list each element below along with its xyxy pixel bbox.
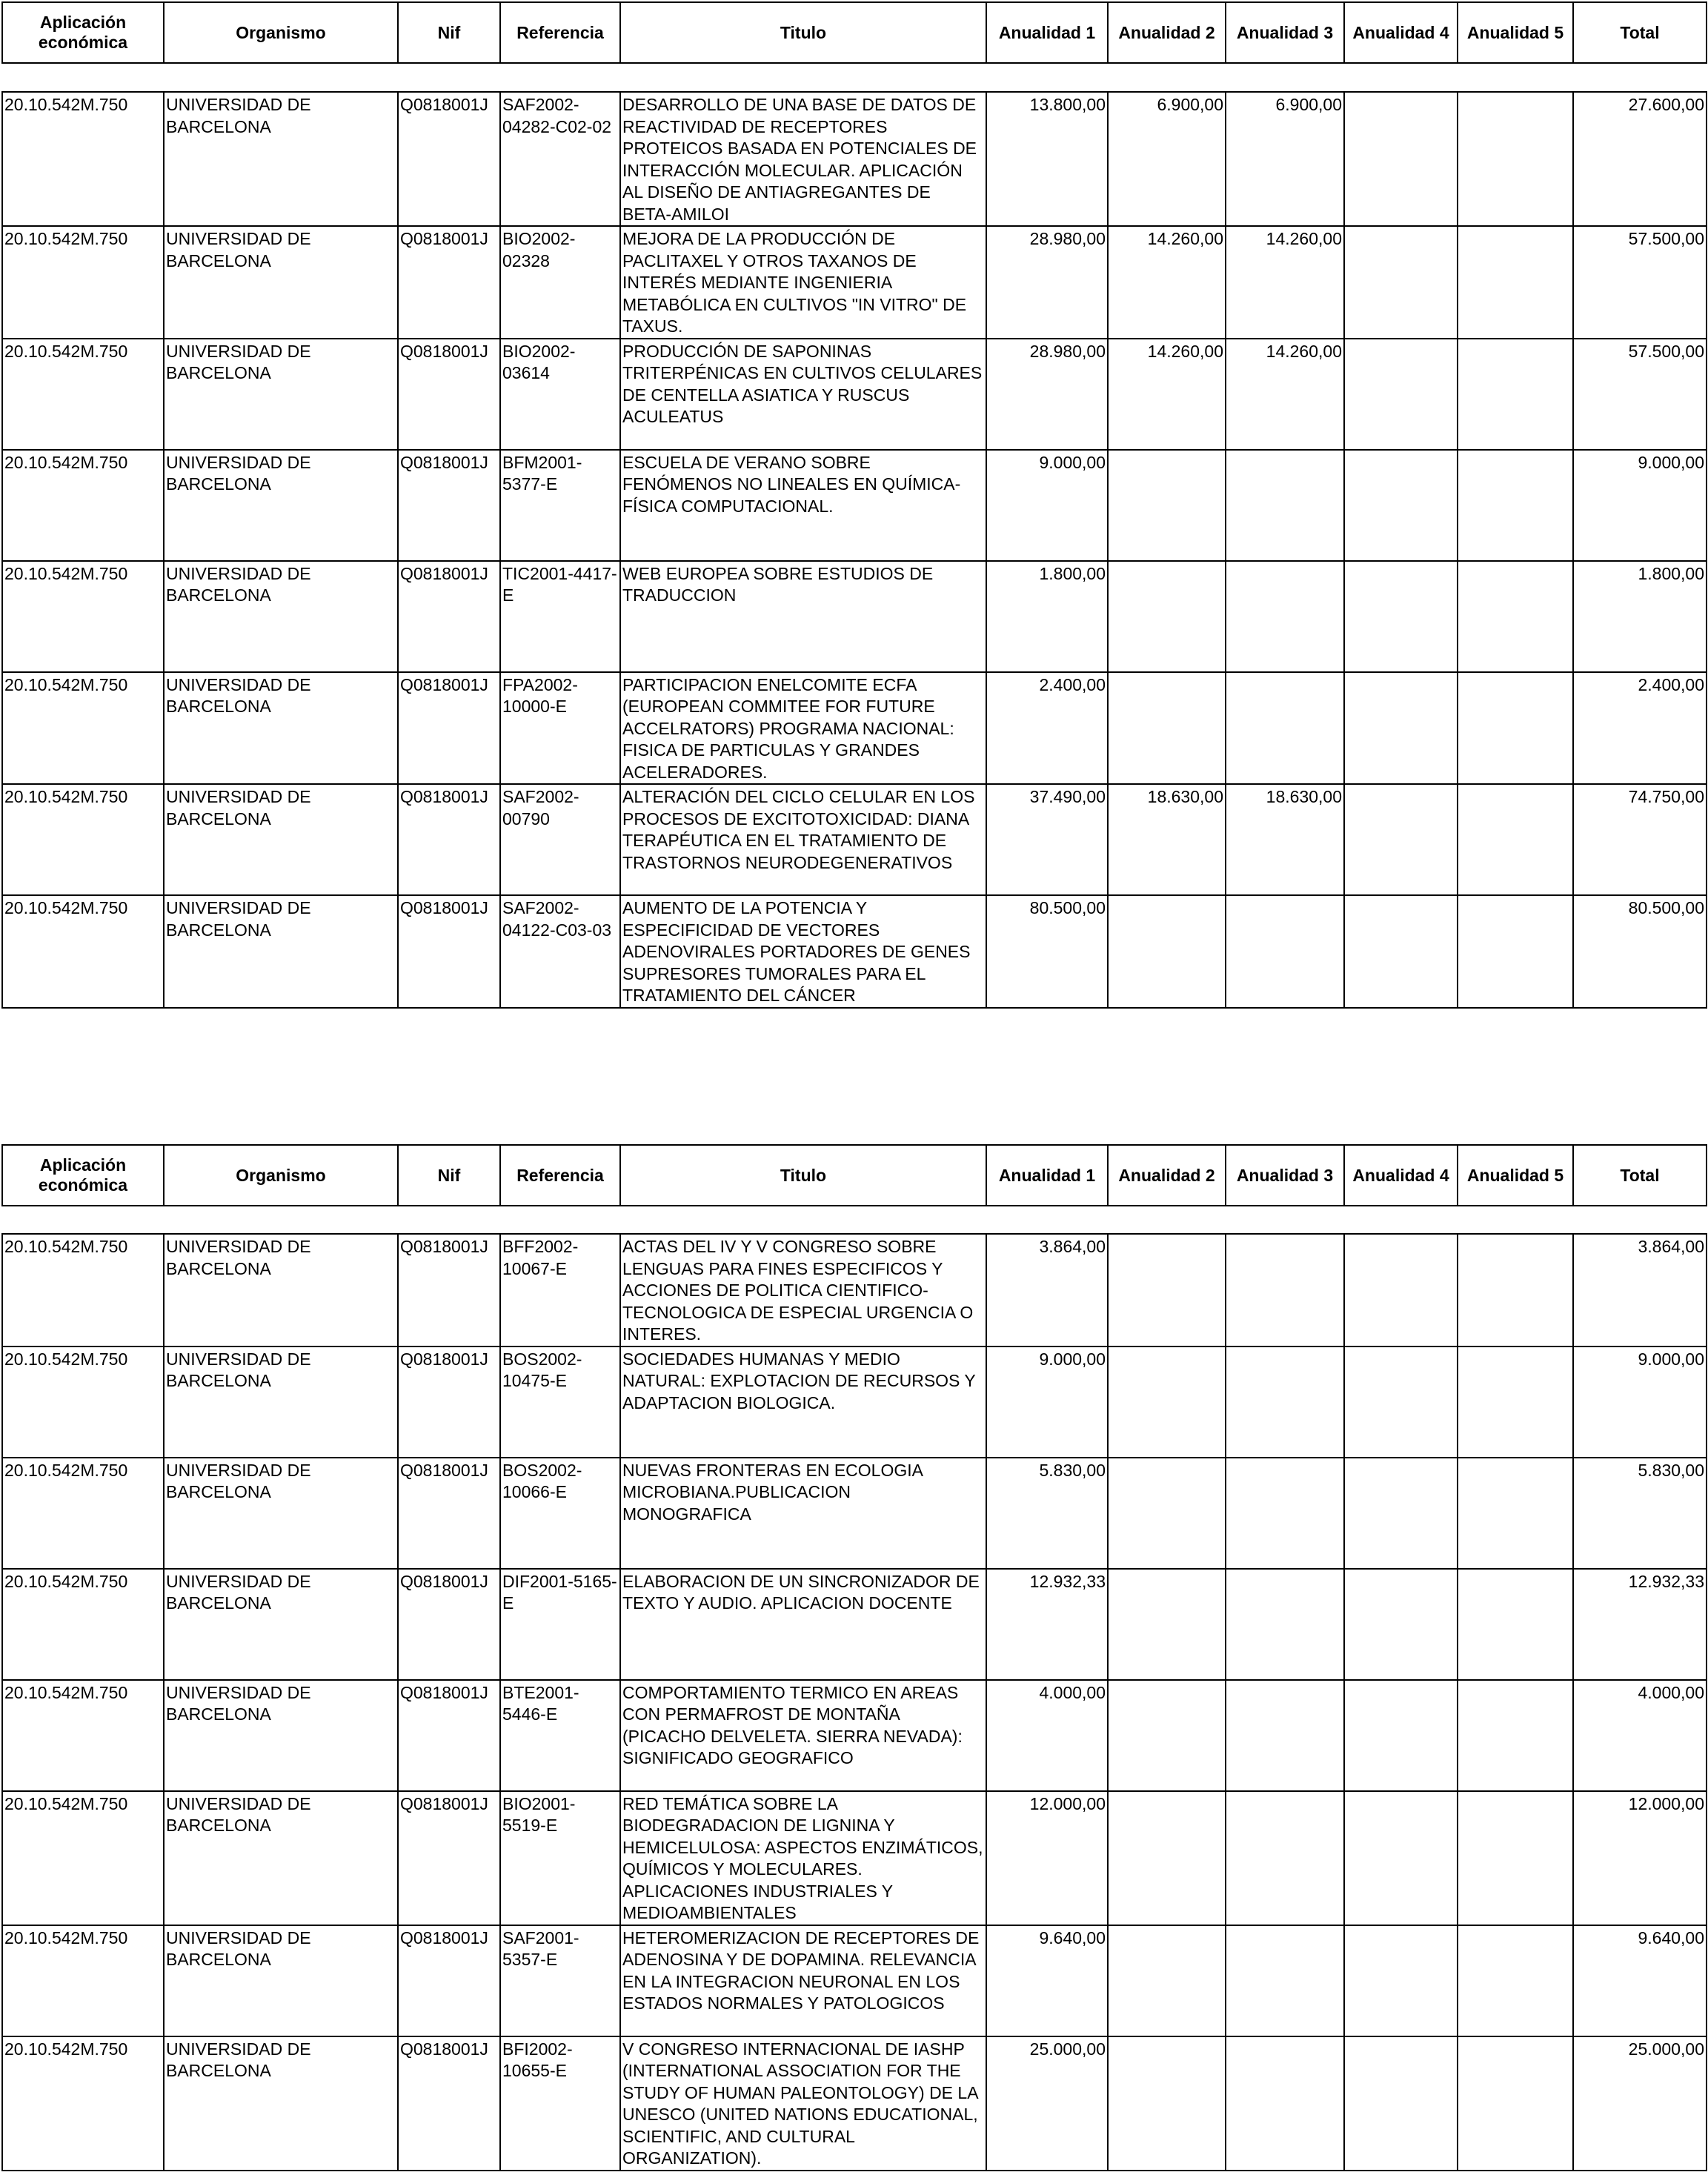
- cell-nif: Q0818001J: [398, 226, 500, 339]
- cell-titulo: SOCIEDADES HUMANAS Y MEDIO NATURAL: EXPLOTACION DE RECURSOS Y ADAPTACION BIOLOGICA.: [620, 1346, 986, 1458]
- cell-anualidad-1: 12.000,00: [986, 1791, 1108, 1925]
- cell-anualidad-5: [1458, 895, 1573, 1008]
- cell-anualidad-1: 2.400,00: [986, 672, 1108, 785]
- cell-nif: Q0818001J: [398, 92, 500, 226]
- cell-aplicacion: 20.10.542M.750: [2, 1234, 164, 1346]
- cell-nif: Q0818001J: [398, 1346, 500, 1458]
- cell-organismo: UNIVERSIDAD DE BARCELONA: [164, 895, 398, 1008]
- cell-anualidad-3: 14.260,00: [1226, 226, 1344, 339]
- cell-anualidad-1: 9.640,00: [986, 1925, 1108, 2036]
- cell-referencia: BOS2002-10066-E: [500, 1458, 620, 1569]
- table-row: [2, 895, 1707, 1008]
- cell-anualidad-5: [1458, 1569, 1573, 1680]
- header-referencia: Referencia: [500, 1145, 620, 1206]
- table-row: [2, 226, 1707, 339]
- cell-anualidad-5: [1458, 1346, 1573, 1458]
- cell-referencia: BIO2002-02328: [500, 226, 620, 339]
- table-row: [2, 672, 1707, 785]
- cell-anualidad-2: [1108, 1680, 1226, 1791]
- header-anualidad-4: Anualidad 4: [1344, 1145, 1458, 1206]
- cell-total: 27.600,00: [1573, 92, 1707, 226]
- cell-anualidad-2: [1108, 1346, 1226, 1458]
- cell-total: 12.000,00: [1573, 1791, 1707, 1925]
- cell-organismo: UNIVERSIDAD DE BARCELONA: [164, 1458, 398, 1569]
- header-total: Total: [1573, 2, 1707, 63]
- table-header-1: [1, 1, 1707, 64]
- cell-organismo: UNIVERSIDAD DE BARCELONA: [164, 450, 398, 561]
- cell-total: 9.000,00: [1573, 450, 1707, 561]
- cell-aplicacion: 20.10.542M.750: [2, 92, 164, 226]
- cell-total: 9.000,00: [1573, 1346, 1707, 1458]
- cell-referencia: SAF2002-04282-C02-02: [500, 92, 620, 226]
- cell-anualidad-5: [1458, 92, 1573, 226]
- cell-nif: Q0818001J: [398, 561, 500, 672]
- cell-total: 57.500,00: [1573, 339, 1707, 450]
- cell-anualidad-4: [1344, 1346, 1458, 1458]
- cell-nif: Q0818001J: [398, 1458, 500, 1569]
- cell-organismo: UNIVERSIDAD DE BARCELONA: [164, 784, 398, 895]
- cell-referencia: SAF2002-04122-C03-03: [500, 895, 620, 1008]
- cell-titulo: NUEVAS FRONTERAS EN ECOLOGIA MICROBIANA.PUBLICACION MONOGRAFICA: [620, 1458, 986, 1569]
- cell-anualidad-4: [1344, 672, 1458, 785]
- cell-nif: Q0818001J: [398, 1791, 500, 1925]
- cell-total: 4.000,00: [1573, 1680, 1707, 1791]
- cell-aplicacion: 20.10.542M.750: [2, 784, 164, 895]
- header-anualidad-2: Anualidad 2: [1108, 1145, 1226, 1206]
- cell-anualidad-4: [1344, 784, 1458, 895]
- cell-organismo: UNIVERSIDAD DE BARCELONA: [164, 226, 398, 339]
- cell-anualidad-4: [1344, 92, 1458, 226]
- cell-referencia: FPA2002-10000-E: [500, 672, 620, 785]
- cell-nif: Q0818001J: [398, 339, 500, 450]
- cell-total: 57.500,00: [1573, 226, 1707, 339]
- cell-aplicacion: 20.10.542M.750: [2, 2036, 164, 2171]
- cell-nif: Q0818001J: [398, 895, 500, 1008]
- cell-titulo: AUMENTO DE LA POTENCIA Y ESPECIFICIDAD DE VECTORES ADENOVIRALES PORTADORES DE GENES SUPRESORES TUMORALES PARA EL TRATAMIENTO DEL CÁNCER: [620, 895, 986, 1008]
- cell-organismo: UNIVERSIDAD DE BARCELONA: [164, 1346, 398, 1458]
- cell-referencia: SAF2002-00790: [500, 784, 620, 895]
- cell-anualidad-5: [1458, 672, 1573, 785]
- cell-anualidad-2: [1108, 450, 1226, 561]
- cell-referencia: BFI2002-10655-E: [500, 2036, 620, 2171]
- table-row: [2, 1234, 1707, 1346]
- header-aplicacion: Aplicación económica: [2, 1145, 164, 1206]
- cell-nif: Q0818001J: [398, 450, 500, 561]
- cell-organismo: UNIVERSIDAD DE BARCELONA: [164, 672, 398, 785]
- cell-organismo: UNIVERSIDAD DE BARCELONA: [164, 561, 398, 672]
- cell-aplicacion: 20.10.542M.750: [2, 1569, 164, 1680]
- cell-anualidad-2: 18.630,00: [1108, 784, 1226, 895]
- cell-anualidad-4: [1344, 226, 1458, 339]
- cell-total: 5.830,00: [1573, 1458, 1707, 1569]
- cell-anualidad-1: 3.864,00: [986, 1234, 1108, 1346]
- cell-organismo: UNIVERSIDAD DE BARCELONA: [164, 339, 398, 450]
- data-table-1: [1, 91, 1707, 1009]
- table-row: [2, 1346, 1707, 1458]
- header-organismo: Organismo: [164, 2, 398, 63]
- cell-anualidad-4: [1344, 1925, 1458, 2036]
- header-aplicacion: Aplicación económica: [2, 2, 164, 63]
- cell-total: 1.800,00: [1573, 561, 1707, 672]
- cell-total: 74.750,00: [1573, 784, 1707, 895]
- header-anualidad-4: Anualidad 4: [1344, 2, 1458, 63]
- cell-anualidad-2: [1108, 561, 1226, 672]
- cell-aplicacion: 20.10.542M.750: [2, 1346, 164, 1458]
- header-anualidad-5: Anualidad 5: [1458, 1145, 1573, 1206]
- table-row: [2, 561, 1707, 672]
- cell-anualidad-1: 12.932,33: [986, 1569, 1108, 1680]
- cell-anualidad-2: [1108, 895, 1226, 1008]
- table-row: [2, 2036, 1707, 2171]
- cell-aplicacion: 20.10.542M.750: [2, 1925, 164, 2036]
- cell-referencia: BFF2002-10067-E: [500, 1234, 620, 1346]
- cell-nif: Q0818001J: [398, 1234, 500, 1346]
- cell-titulo: PARTICIPACION ENELCOMITE ECFA (EUROPEAN COMMITEE FOR FUTURE ACCELRATORS) PROGRAMA NACIONAL: FISICA DE PARTICULAS Y GRANDES ACELERADORES.: [620, 672, 986, 785]
- cell-aplicacion: 20.10.542M.750: [2, 561, 164, 672]
- cell-anualidad-3: [1226, 1346, 1344, 1458]
- cell-referencia: TIC2001-4417-E: [500, 561, 620, 672]
- cell-organismo: UNIVERSIDAD DE BARCELONA: [164, 1791, 398, 1925]
- cell-titulo: ACTAS DEL IV Y V CONGRESO SOBRE LENGUAS PARA FINES ESPECIFICOS Y ACCIONES DE POLITICA CIENTIFICO-TECNOLOGICA DE ESPECIAL URGENCIA O INTERES.: [620, 1234, 986, 1346]
- cell-total: 25.000,00: [1573, 2036, 1707, 2171]
- header-organismo: Organismo: [164, 1145, 398, 1206]
- cell-anualidad-3: [1226, 561, 1344, 672]
- cell-titulo: ALTERACIÓN DEL CICLO CELULAR EN LOS PROCESOS DE EXCITOTOXICIDAD: DIANA TERAPÉUTICA EN EL TRATAMIENTO DE TRASTORNOS NEURODEGENERATIVOS: [620, 784, 986, 895]
- table-header-2: [1, 1144, 1707, 1206]
- cell-anualidad-1: 9.000,00: [986, 1346, 1108, 1458]
- cell-anualidad-4: [1344, 1234, 1458, 1346]
- cell-titulo: COMPORTAMIENTO TERMICO EN AREAS CON PERMAFROST DE MONTAÑA (PICACHO DELVELETA. SIERRA NEVADA): SIGNIFICADO GEOGRAFICO: [620, 1680, 986, 1791]
- cell-organismo: UNIVERSIDAD DE BARCELONA: [164, 1680, 398, 1791]
- cell-anualidad-3: [1226, 1458, 1344, 1569]
- cell-total: 2.400,00: [1573, 672, 1707, 785]
- cell-anualidad-1: 80.500,00: [986, 895, 1108, 1008]
- cell-anualidad-4: [1344, 1680, 1458, 1791]
- cell-aplicacion: 20.10.542M.750: [2, 1458, 164, 1569]
- cell-anualidad-2: 14.260,00: [1108, 339, 1226, 450]
- cell-anualidad-3: [1226, 672, 1344, 785]
- cell-anualidad-1: 9.000,00: [986, 450, 1108, 561]
- cell-organismo: UNIVERSIDAD DE BARCELONA: [164, 92, 398, 226]
- data-table-2: [1, 1233, 1707, 2171]
- cell-aplicacion: 20.10.542M.750: [2, 450, 164, 561]
- table-row: [2, 784, 1707, 895]
- cell-anualidad-3: [1226, 1791, 1344, 1925]
- table-row: [2, 92, 1707, 226]
- cell-organismo: UNIVERSIDAD DE BARCELONA: [164, 1234, 398, 1346]
- cell-referencia: BIO2001-5519-E: [500, 1791, 620, 1925]
- cell-anualidad-5: [1458, 1458, 1573, 1569]
- header-anualidad-3: Anualidad 3: [1226, 2, 1344, 63]
- header-anualidad-2: Anualidad 2: [1108, 2, 1226, 63]
- cell-referencia: BIO2002-03614: [500, 339, 620, 450]
- cell-anualidad-1: 5.830,00: [986, 1458, 1108, 1569]
- cell-titulo: V CONGRESO INTERNACIONAL DE IASHP (INTERNATIONAL ASSOCIATION FOR THE STUDY OF HUMAN PALEONTOLOGY) DE LA UNESCO (UNITED NATIONS EDUCATIONAL, SCIENTIFIC, AND CULTURAL ORGANIZATION).: [620, 2036, 986, 2171]
- table-row: [2, 1458, 1707, 1569]
- table-row: [2, 1569, 1707, 1680]
- cell-aplicacion: 20.10.542M.750: [2, 1791, 164, 1925]
- cell-anualidad-5: [1458, 2036, 1573, 2171]
- cell-anualidad-3: [1226, 1234, 1344, 1346]
- cell-nif: Q0818001J: [398, 1680, 500, 1791]
- cell-total: 12.932,33: [1573, 1569, 1707, 1680]
- header-anualidad-1: Anualidad 1: [986, 1145, 1108, 1206]
- cell-organismo: UNIVERSIDAD DE BARCELONA: [164, 1925, 398, 2036]
- header-anualidad-1: Anualidad 1: [986, 2, 1108, 63]
- cell-anualidad-2: [1108, 2036, 1226, 2171]
- cell-anualidad-1: 25.000,00: [986, 2036, 1108, 2171]
- cell-nif: Q0818001J: [398, 1569, 500, 1680]
- cell-titulo: PRODUCCIÓN DE SAPONINAS TRITERPÉNICAS EN CULTIVOS CELULARES DE CENTELLA ASIATICA Y RUSCUS ACULEATUS: [620, 339, 986, 450]
- table-row: [2, 450, 1707, 561]
- cell-referencia: BOS2002-10475-E: [500, 1346, 620, 1458]
- cell-titulo: RED TEMÁTICA SOBRE LA BIODEGRADACION DE LIGNINA Y HEMICELULOSA: ASPECTOS ENZIMÁTICOS, QUÍMICOS Y MOLECULARES. APLICACIONES INDUSTRIALES Y MEDIOAMBIENTALES: [620, 1791, 986, 1925]
- cell-anualidad-3: [1226, 1925, 1344, 2036]
- cell-anualidad-3: 18.630,00: [1226, 784, 1344, 895]
- cell-anualidad-4: [1344, 339, 1458, 450]
- cell-anualidad-4: [1344, 450, 1458, 561]
- cell-organismo: UNIVERSIDAD DE BARCELONA: [164, 2036, 398, 2171]
- cell-titulo: ELABORACION DE UN SINCRONIZADOR DE TEXTO Y AUDIO. APLICACION DOCENTE: [620, 1569, 986, 1680]
- header-referencia: Referencia: [500, 2, 620, 63]
- table-row: [2, 339, 1707, 450]
- cell-nif: Q0818001J: [398, 1925, 500, 2036]
- cell-anualidad-5: [1458, 1680, 1573, 1791]
- cell-referencia: DIF2001-5165-E: [500, 1569, 620, 1680]
- cell-aplicacion: 20.10.542M.750: [2, 895, 164, 1008]
- cell-titulo: WEB EUROPEA SOBRE ESTUDIOS DE TRADUCCION: [620, 561, 986, 672]
- cell-titulo: DESARROLLO DE UNA BASE DE DATOS DE REACTIVIDAD DE RECEPTORES PROTEICOS BASADA EN POTENCIALES DE INTERACCIÓN MOLECULAR. APLICACIÓN AL DISEÑO DE ANTIAGREGANTES DE BETA-AMILOI: [620, 92, 986, 226]
- cell-anualidad-5: [1458, 561, 1573, 672]
- cell-anualidad-3: [1226, 1569, 1344, 1680]
- cell-anualidad-4: [1344, 895, 1458, 1008]
- cell-anualidad-3: [1226, 2036, 1344, 2171]
- cell-anualidad-2: [1108, 1569, 1226, 1680]
- cell-nif: Q0818001J: [398, 784, 500, 895]
- cell-total: 3.864,00: [1573, 1234, 1707, 1346]
- cell-anualidad-1: 1.800,00: [986, 561, 1108, 672]
- header-anualidad-3: Anualidad 3: [1226, 1145, 1344, 1206]
- cell-anualidad-2: [1108, 1234, 1226, 1346]
- cell-anualidad-1: 4.000,00: [986, 1680, 1108, 1791]
- cell-anualidad-5: [1458, 1791, 1573, 1925]
- cell-aplicacion: 20.10.542M.750: [2, 339, 164, 450]
- cell-anualidad-5: [1458, 339, 1573, 450]
- cell-anualidad-1: 13.800,00: [986, 92, 1108, 226]
- cell-anualidad-1: 37.490,00: [986, 784, 1108, 895]
- cell-organismo: UNIVERSIDAD DE BARCELONA: [164, 1569, 398, 1680]
- cell-anualidad-4: [1344, 1791, 1458, 1925]
- cell-anualidad-1: 28.980,00: [986, 226, 1108, 339]
- table-row: [2, 1791, 1707, 1925]
- cell-anualidad-5: [1458, 1234, 1573, 1346]
- table-row: [2, 1925, 1707, 2036]
- cell-anualidad-4: [1344, 561, 1458, 672]
- cell-anualidad-5: [1458, 226, 1573, 339]
- cell-titulo: MEJORA DE LA PRODUCCIÓN DE PACLITAXEL Y OTROS TAXANOS DE INTERÉS MEDIANTE INGENIERIA METABÓLICA EN CULTIVOS "IN VITRO" DE TAXUS.: [620, 226, 986, 339]
- cell-referencia: BTE2001-5446-E: [500, 1680, 620, 1791]
- cell-anualidad-3: [1226, 450, 1344, 561]
- cell-anualidad-3: [1226, 895, 1344, 1008]
- table-body-1: [2, 92, 1707, 1008]
- cell-anualidad-2: 14.260,00: [1108, 226, 1226, 339]
- header-titulo: Titulo: [620, 1145, 986, 1206]
- cell-nif: Q0818001J: [398, 672, 500, 785]
- cell-anualidad-2: [1108, 1925, 1226, 2036]
- header-nif: Nif: [398, 1145, 500, 1206]
- cell-referencia: SAF2001-5357-E: [500, 1925, 620, 2036]
- cell-anualidad-1: 28.980,00: [986, 339, 1108, 450]
- cell-total: 9.640,00: [1573, 1925, 1707, 2036]
- cell-aplicacion: 20.10.542M.750: [2, 226, 164, 339]
- cell-total: 80.500,00: [1573, 895, 1707, 1008]
- cell-aplicacion: 20.10.542M.750: [2, 672, 164, 785]
- header-titulo: Titulo: [620, 2, 986, 63]
- cell-anualidad-2: [1108, 1791, 1226, 1925]
- cell-nif: Q0818001J: [398, 2036, 500, 2171]
- cell-anualidad-3: [1226, 1680, 1344, 1791]
- cell-titulo: ESCUELA DE VERANO SOBRE FENÓMENOS NO LINEALES EN QUÍMICA-FÍSICA COMPUTACIONAL.: [620, 450, 986, 561]
- header-anualidad-5: Anualidad 5: [1458, 2, 1573, 63]
- cell-anualidad-2: 6.900,00: [1108, 92, 1226, 226]
- cell-anualidad-3: 14.260,00: [1226, 339, 1344, 450]
- table-body-2: [2, 1234, 1707, 2171]
- cell-anualidad-2: [1108, 672, 1226, 785]
- cell-anualidad-5: [1458, 450, 1573, 561]
- cell-anualidad-3: 6.900,00: [1226, 92, 1344, 226]
- cell-aplicacion: 20.10.542M.750: [2, 1680, 164, 1791]
- header-total: Total: [1573, 1145, 1707, 1206]
- cell-anualidad-5: [1458, 784, 1573, 895]
- cell-anualidad-4: [1344, 1569, 1458, 1680]
- cell-anualidad-5: [1458, 1925, 1573, 2036]
- cell-referencia: BFM2001-5377-E: [500, 450, 620, 561]
- table-row: [2, 1680, 1707, 1791]
- cell-anualidad-4: [1344, 2036, 1458, 2171]
- cell-anualidad-2: [1108, 1458, 1226, 1569]
- cell-anualidad-4: [1344, 1458, 1458, 1569]
- cell-titulo: HETEROMERIZACION DE RECEPTORES DE ADENOSINA Y DE DOPAMINA. RELEVANCIA EN LA INTEGRACION NEURONAL EN LOS ESTADOS NORMALES Y PATOLOGICOS: [620, 1925, 986, 2036]
- header-nif: Nif: [398, 2, 500, 63]
